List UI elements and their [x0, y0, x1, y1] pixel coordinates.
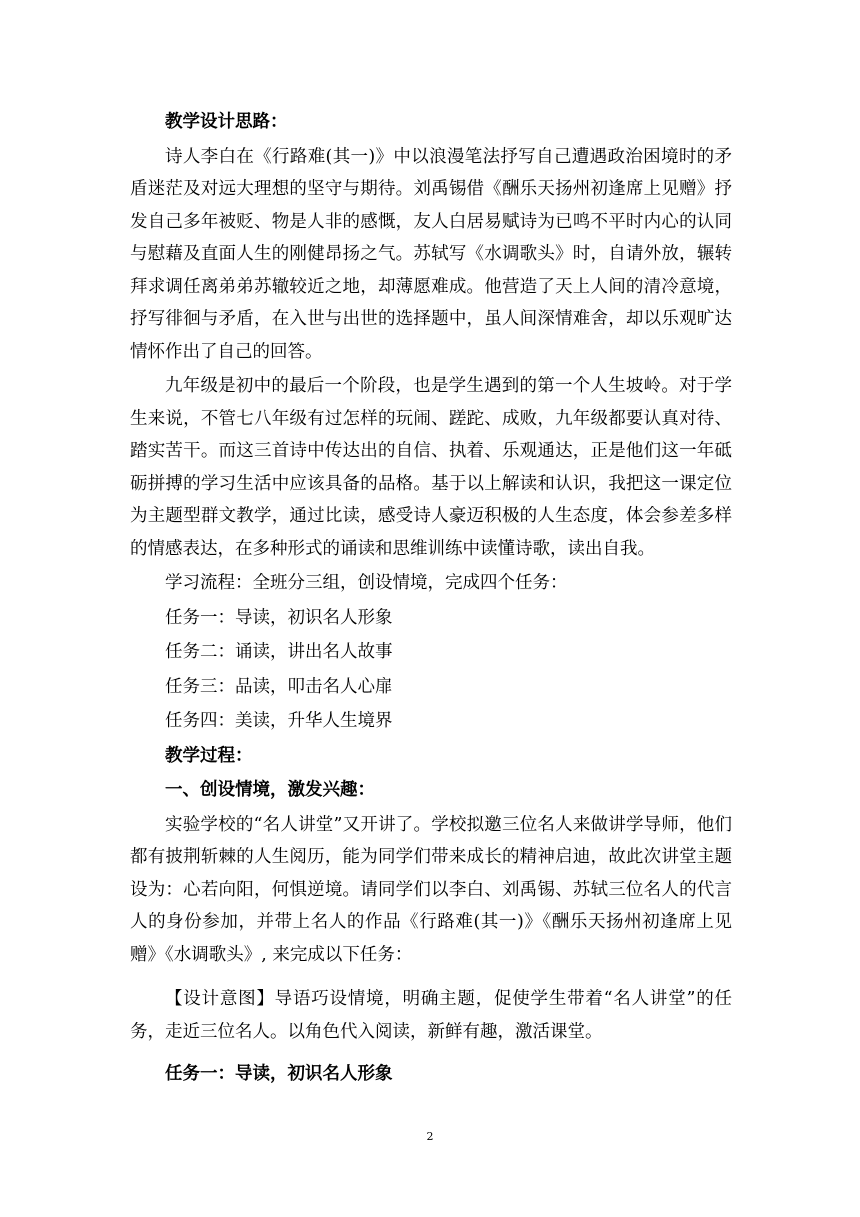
page-number: 2	[426, 1130, 434, 1143]
heading-section-one: 一、创设情境，激发兴趣：	[165, 780, 375, 800]
task-item: 任务四：美读，升华人生境界	[165, 711, 393, 731]
paragraph-scenario: 实验学校的“名人讲堂”又开讲了。学校拟邀三位名人来做讲学导师，他们都有披荆斩棘的人生阅历，能为同学们带来成长的精神启迪，故此次讲堂主题设为：心若向阳，何惧逆境。请同学们以李白、刘禹锡、苏轼三位名人的代言人的身份参加，并带上名人的作品《行路难(其一)》《酬乐天扬州初逢席上见赠》《水调歌头》, 来完成以下任务：	[130, 814, 732, 965]
heading-teaching-process: 教学过程：	[165, 745, 253, 766]
paragraph-grade-nine: 九年级是初中的最后一个阶段，也是学生遇到的第一个人生坡岭。对于学生来说，不管七八年级有过怎样的玩闹、蹉跎、成败，九年级都要认真对待、踏实苦干。而这三首诗中传达出的自信、执着、乐观通达，正是他们这一年砥砺拼搏的学习生活中应该具备的品格。基于以上解读和认识，我把这一课定位为主题型群文教学，通过比读，感受诗人豪迈积极的人生态度，体会参差多样的情感表达，在多种形式的诵读和思维训练中读懂诗歌，读出自我。	[130, 376, 732, 559]
page-content	[130, 106, 732, 1091]
learning-process-intro: 学习流程：全班分三组，创设情境，完成四个任务：	[165, 573, 568, 593]
paragraph-poets: 诗人李白在《行路难(其一)》中以浪漫笔法抒写自己遭遇政治困境时的矛盾迷茫及对远大理想的坚守与期待。刘禹锡借《酬乐天扬州初逢席上见赠》抒发自己多年被贬、物是人非的感慨，友人白居易赋诗为已鸣不平时内心的认同与慰藉及直面人生的刚健昂扬之气。苏轼写《水调歌头》时，自请外放，辗转拜求调任离弟弟苏辙较近之地，却薄愿难成。他营造了天上人间的清冷意境，抒写徘徊与矛盾，在入世与出世的选择题中，虽人间深情难舍，却以乐观旷达情怀作出了自己的回答。	[130, 146, 732, 362]
task-list	[130, 602, 732, 738]
task-item: 任务一：导读，初识名人形象	[165, 607, 393, 628]
heading-task-one: 任务一：导读，初识名人形象	[165, 1064, 393, 1084]
heading-design-thinking: 教学设计思路：	[165, 112, 288, 132]
task-item: 任务三：品读，叩击名人心扉	[165, 676, 393, 697]
task-item: 任务二：诵读，讲出名人故事	[165, 642, 393, 662]
paragraph-design-intent: 【设计意图】导语巧设情境，明确主题，促使学生带着“名人讲堂”的任务，走近三位名人。以角色代入阅读，新鲜有趣，激活课堂。	[130, 989, 732, 1042]
